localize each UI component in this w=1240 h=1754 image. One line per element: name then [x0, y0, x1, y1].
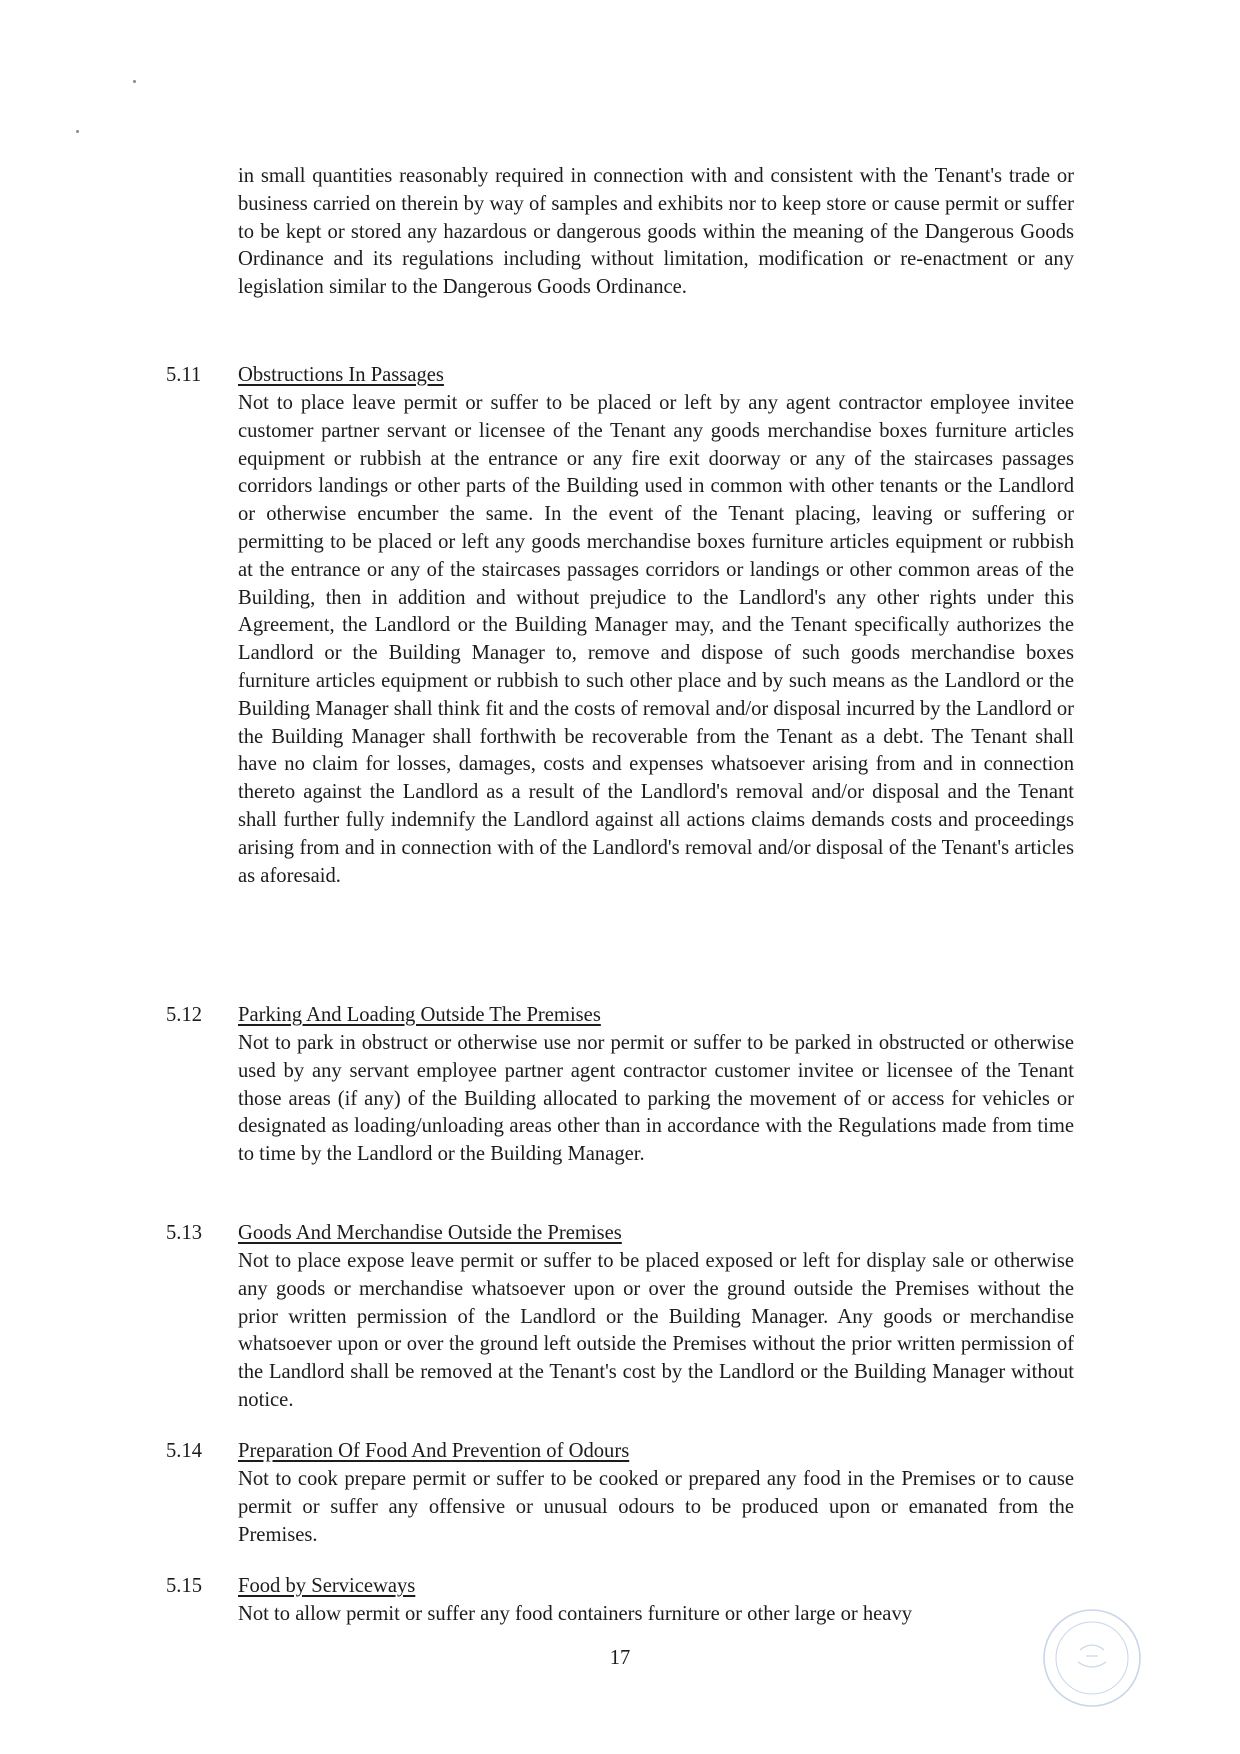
clause-title: Obstructions In Passages — [238, 364, 444, 386]
clause-number: 5.13 — [166, 1222, 203, 1244]
continued-paragraph: in small quantities reasonably required in connection with and consistent with the Tenant's trade or business carried on therein by way of samples and exhibits nor to keep store or cause permit or suffer to be kept or stored any hazardous or dangerous goods within the meaning of the Dangerous Goods Ordinance and its regulations including without limitation, modification or re-enactment or any legislation similar to the Dangerous Goods Ordinance. — [238, 165, 1074, 299]
seal-outer-ring — [1044, 1610, 1140, 1706]
clause-number: 5.15 — [166, 1575, 203, 1597]
scan-speck — [133, 80, 136, 83]
seal-inner-ring — [1056, 1622, 1128, 1694]
clause-number: 5.11 — [166, 364, 202, 386]
clause-body: Not to place expose leave permit or suffer to be placed exposed or left for display sale or otherwise any goods or merchandise whatsoever upon or over the ground outside the Premises without the prior written permission of the Landlord or the Building Manager. Any goods or merchandise whatsoever upon or over the ground left outside the Premises without the prior written permission of the Landlord shall be removed at the Tenant's cost by the Landlord or the Building Manager without notice. — [238, 1250, 1074, 1411]
clause-title: Goods And Merchandise Outside the Premises — [238, 1222, 622, 1244]
clause-title: Food by Serviceways — [238, 1575, 416, 1597]
clause-body: Not to place leave permit or suffer to be placed or left by any agent contractor employee invitee customer partner servant or licensee of the Tenant any goods merchandise boxes furniture articles equipment or rubbish at the entrance or any fire exit doorway or any of the staircases passages corridors landings or other parts of the Building used in common with other tenants or the Landlord or otherwise encumber the same. In the event of the Tenant placing, leaving or suffering or permitting to be placed or left any goods merchandise boxes furniture articles equipment or rubbish at the entrance or any of the staircases passages corridors or landings or other common areas of the Building, then in addition and without prejudice to the Landlord's any other rights under this Agreement, the Landlord or the Building Manager may, and the Tenant specifically authorizes the Landlord or the Building Manager to, remove and dispose of such goods merchandise boxes furniture articles equipment or rubbish to such other place and by such means as the Landlord or the Building Manager shall think fit and the costs of removal and/or disposal incurred by the Landlord or the Building Manager shall forthwith be recoverable from the Tenant as a debt. The Tenant shall have no claim for losses, damages, costs and expenses whatsoever arising from and in connection thereto against the Landlord as a result of the Landlord's removal and/or disposal and the Tenant shall further fully indemnify the Landlord against all actions claims demands costs and proceedings arising from and in connection with of the Landlord's removal and/or disposal of the Tenant's articles as aforesaid. — [238, 392, 1074, 887]
clause-title: Preparation Of Food And Prevention of Odours — [238, 1440, 630, 1462]
clause-body: Not to park in obstruct or otherwise use nor permit or suffer to be parked in obstructed or otherwise used by any servant employee partner agent contractor customer invitee or licensee of the Tenant those areas (if any) of the Building allocated to parking the movement of or access for vehicles or designated as loading/unloading areas other than in accordance with the Regulations made from time to time by the Landlord or the Building Manager. — [238, 1032, 1074, 1166]
clause-number: 5.12 — [166, 1004, 203, 1026]
seal-mark — [1078, 1645, 1106, 1667]
faint-seal-stamp — [1040, 1606, 1144, 1710]
clause-body: Not to allow permit or suffer any food containers furniture or other large or heavy — [238, 1603, 913, 1625]
page-number: 17 — [609, 1647, 631, 1669]
clause-number: 5.14 — [166, 1440, 203, 1462]
clause-title: Parking And Loading Outside The Premises — [238, 1004, 601, 1026]
clause-body: Not to cook prepare permit or suffer to be cooked or prepared any food in the Premises or to cause permit or suffer any offensive or unusual odours to be produced upon or emanated from the Premises. — [238, 1468, 1074, 1546]
scan-speck — [76, 130, 79, 133]
